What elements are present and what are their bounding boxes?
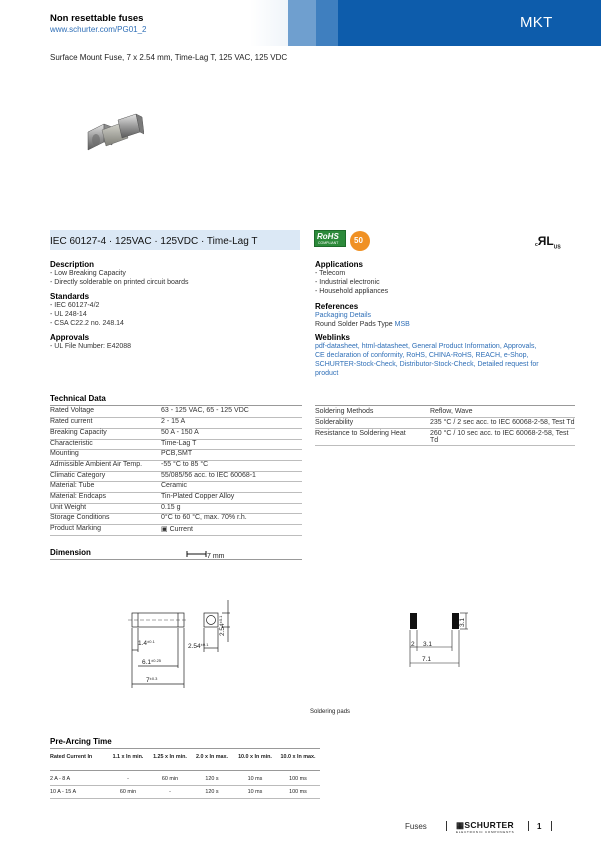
- dim-label: $1.4^{\pm 0.1}$: [138, 639, 155, 647]
- schurter-logo: ▦SCHURTER: [456, 820, 514, 830]
- table-key: Material: Tube: [50, 482, 161, 493]
- approvals-item: - UL File Number: E42088: [50, 343, 132, 350]
- table-row: [50, 450, 302, 461]
- table-value: 235 °C / 2 sec acc. to IEC 60068-2-58, Test Td: [430, 418, 575, 429]
- product-code: MKT: [520, 14, 553, 31]
- round-pads-line: [315, 320, 575, 329]
- china-rohs-50-badge: [350, 231, 370, 251]
- weblinks-line[interactable]: product: [315, 370, 339, 377]
- weblinks-section: [315, 333, 577, 378]
- table-cell: -: [169, 789, 171, 795]
- table-value: 2 - 15 A: [161, 418, 302, 429]
- footer-divider: [446, 821, 447, 831]
- header-cell: 10.0 x In max.: [280, 754, 316, 760]
- table-value: 0°C to 60 °C, max. 70% r.h.: [161, 514, 302, 525]
- cul-us-mark: cЯL$_{US}$: [535, 234, 561, 251]
- rohs-badge: [314, 230, 346, 247]
- approvals-section: [50, 333, 300, 351]
- table-row: [50, 482, 302, 493]
- table-row: [50, 525, 302, 536]
- table-cell: 100 ms: [289, 776, 307, 782]
- solder-pad: [410, 613, 417, 629]
- footer-brand-sub: ELECTRONIC COMPONENTS: [456, 830, 515, 834]
- table-row: [315, 407, 575, 418]
- table-key: Rated current: [50, 418, 161, 429]
- header-band: [338, 0, 601, 46]
- table-value: -55 °C to 85 °C: [161, 460, 302, 471]
- table-value: 0.15 g: [161, 503, 302, 514]
- description-section: [50, 260, 300, 287]
- pad-label: 3.1: [459, 617, 466, 627]
- table-cell: 120 s: [205, 776, 219, 782]
- fuse-dimension-drawing: [120, 590, 240, 695]
- technical-data-heading: Technical Data: [50, 394, 106, 403]
- dim-label: $2.54^{\pm 0.1}$: [188, 642, 209, 650]
- pad-label: 7.1: [422, 656, 432, 663]
- standards-item: - IEC 60127-4/2: [50, 302, 100, 309]
- table-value: PCB,SMT: [161, 450, 302, 461]
- table-cell: -: [127, 776, 129, 782]
- table-cell: 2 A - 8 A: [50, 776, 71, 782]
- header-stripe-light: [288, 0, 316, 46]
- rohs-label: RoHS: [317, 232, 339, 241]
- table-row: [50, 503, 302, 514]
- standards-section: [50, 292, 300, 328]
- footer-divider: [551, 821, 552, 831]
- table-key: Product Marking: [50, 525, 161, 536]
- table-value: Time-Lag T: [161, 439, 302, 450]
- footer-divider: [528, 821, 529, 831]
- pad-label: 3.1: [423, 641, 433, 648]
- header-cell: 2.0 x In max.: [195, 754, 229, 760]
- header-cell: 1.25 x In min.: [153, 754, 187, 760]
- divider: [315, 405, 575, 406]
- table-row: [50, 471, 302, 482]
- table-cell: 120 s: [205, 789, 219, 795]
- description-item: - Low Breaking Capacity: [50, 270, 126, 277]
- weblinks-line[interactable]: SCHURTER-Stock-Check, Distributor-Stock-Check, Detailed request for: [315, 361, 539, 368]
- header-stripe-mid: [316, 0, 338, 46]
- table-row: [50, 514, 302, 525]
- dim-label: $2.54^{\pm 0.1}$: [218, 615, 226, 636]
- table-key: Resistance to Soldering Heat: [315, 428, 430, 445]
- table-key: Breaking Capacity: [50, 428, 161, 439]
- product-subtitle: Surface Mount Fuse, 7 x 2.54 mm, Time-Lag T, 125 VAC, 125 VDC: [50, 53, 288, 62]
- soldering-data-table: [315, 407, 575, 446]
- divider: [50, 405, 302, 406]
- applications-item: - Telecom: [315, 270, 346, 277]
- dimension-heading: Dimension: [50, 548, 91, 557]
- header-cell: Rated Current In: [50, 754, 93, 760]
- pad-label: 2: [411, 641, 415, 648]
- table-key: Admissible Ambient Air Temp.: [50, 460, 161, 471]
- product-group-link[interactable]: www.schurter.com/PG01_2: [50, 25, 147, 34]
- divider: [50, 559, 302, 560]
- table-row: [315, 428, 575, 445]
- table-row: [50, 493, 302, 504]
- table-value: 63 - 125 VAC, 65 - 125 VDC: [161, 407, 302, 418]
- technical-data-table: [50, 407, 302, 536]
- table-row: [50, 418, 302, 429]
- round-pads-label: Round Solder Pads Type: [315, 321, 393, 328]
- pre-arcing-heading: Pre-Arcing Time: [50, 737, 112, 746]
- table-key: Climatic Category: [50, 471, 161, 482]
- table-key: Soldering Methods: [315, 407, 430, 418]
- table-key: Rated Voltage: [50, 407, 161, 418]
- rohs-sublabel: COMPLIANT: [318, 241, 339, 245]
- table-value: [161, 525, 302, 536]
- solder-pad: [452, 613, 459, 629]
- page-number: 1: [537, 822, 542, 831]
- table-cell: 100 ms: [289, 789, 307, 795]
- footer-section-label: Fuses: [405, 822, 427, 831]
- table-value: Ceramic: [161, 482, 302, 493]
- weblinks-heading: Weblinks: [315, 333, 350, 342]
- table-cell: 10 ms: [247, 789, 263, 795]
- table-row: [50, 460, 302, 471]
- table-row: [50, 428, 302, 439]
- table-row: [315, 418, 575, 429]
- table-cell: 10 ms: [247, 776, 263, 782]
- weblinks-line[interactable]: CE declaration of conformity, RoHS, CHINA-RoHS, REACH, e-Shop,: [315, 352, 529, 359]
- divider: [50, 748, 320, 749]
- approvals-heading: Approvals: [50, 333, 90, 342]
- applications-section: [315, 260, 575, 296]
- marking-icon: ▣: [161, 526, 170, 534]
- msb-link[interactable]: MSB: [394, 321, 410, 328]
- standards-heading: Standards: [50, 292, 90, 301]
- table-row: [50, 407, 302, 418]
- packaging-details-link[interactable]: Packaging Details: [315, 312, 372, 319]
- ul-us-label: US: [553, 244, 561, 251]
- applications-item: - Industrial electronic: [315, 279, 380, 286]
- table-key: Unit Weight: [50, 503, 161, 514]
- dim-label: $6.1^{\pm 0.25}$: [142, 658, 162, 666]
- scale-label: 7 mm: [207, 553, 225, 560]
- soldering-pads-caption: Soldering pads: [310, 709, 351, 715]
- table-key: Storage Conditions: [50, 514, 161, 525]
- table-value: 260 °C / 10 sec acc. to IEC 60068-2-58, Test Td: [430, 428, 575, 445]
- weblinks-line[interactable]: pdf-datasheet, html-datasheet, General Product Information, Approvals,: [315, 343, 537, 350]
- description-item: - Directly solderable on printed circuit boards: [50, 279, 189, 286]
- applications-item: - Household appliances: [315, 288, 389, 295]
- marking-text: Current: [169, 526, 193, 534]
- china-rohs-50-label: 50: [354, 236, 363, 245]
- dim-label: $7^{\pm 0.3}$: [146, 676, 158, 684]
- references-heading: References: [315, 302, 359, 311]
- table-row: [50, 439, 302, 450]
- table-cell: 60 min: [161, 776, 179, 782]
- table-value: 55/085/56 acc. to IEC 60068-1: [161, 471, 302, 482]
- table-key: Solderability: [315, 418, 430, 429]
- table-key: Mounting: [50, 450, 161, 461]
- description-heading: Description: [50, 260, 95, 269]
- table-value: Reflow, Wave: [430, 407, 575, 418]
- table-value: Tin-Plated Copper Alloy: [161, 493, 302, 504]
- references-section: [315, 302, 575, 329]
- table-key: Material: Endcaps: [50, 493, 161, 504]
- standards-item: - CSA C22.2 no. 248.14: [50, 320, 124, 327]
- header-cell: 1.1 x In min.: [112, 754, 144, 760]
- footer-brand: SCHURTER: [464, 820, 514, 830]
- table-key: Characteristic: [50, 439, 161, 450]
- table-header-row: [50, 754, 320, 764]
- applications-heading: Applications: [315, 260, 364, 269]
- ratings-summary: IEC 60127-4 · 125VAC · 125VDC · Time-Lag T: [50, 236, 258, 247]
- table-cell: 60 min: [119, 789, 137, 795]
- table-value: 50 A - 150 A: [161, 428, 302, 439]
- doc-category-title: Non resettable fuses: [50, 13, 144, 24]
- standards-item: - UL 248-14: [50, 311, 87, 318]
- table-cell: 10 A - 15 A: [50, 789, 77, 795]
- soldering-pads-drawing: [400, 605, 480, 670]
- header-cell: 10.0 x In min.: [238, 754, 272, 760]
- fuse-product-image: [84, 112, 144, 158]
- scale-bar: [186, 550, 246, 562]
